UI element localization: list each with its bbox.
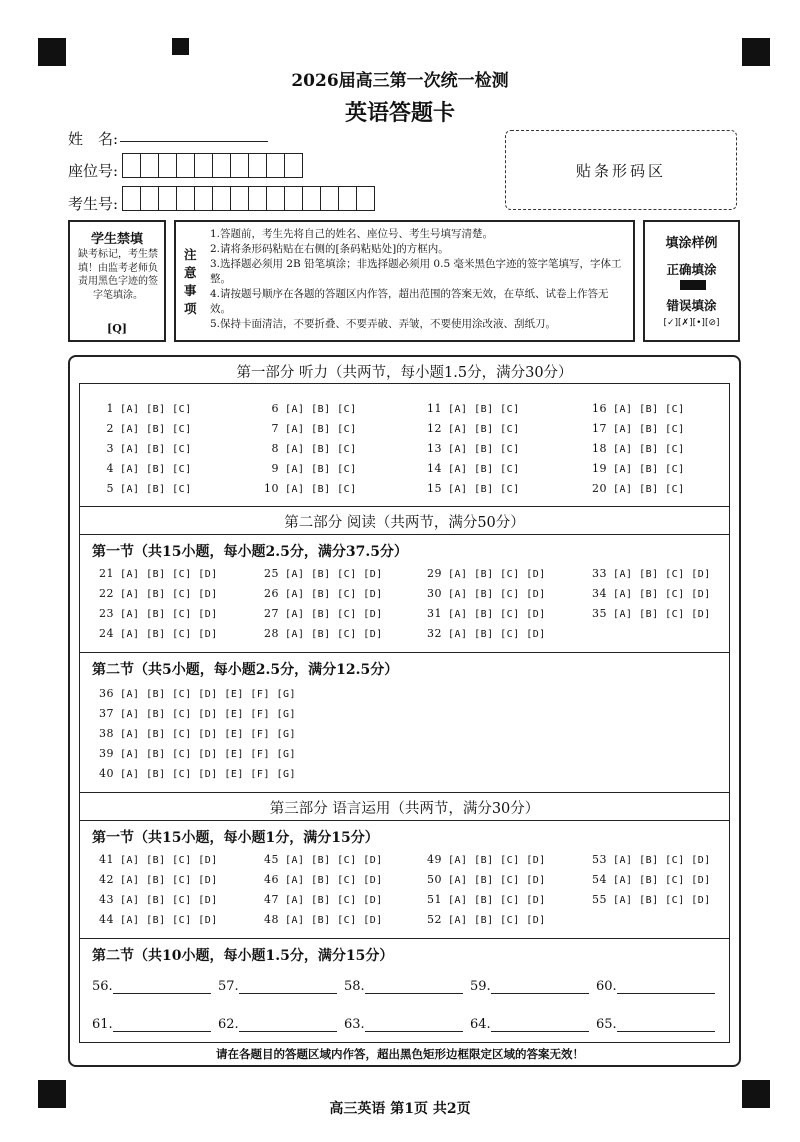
question-number: 33 bbox=[592, 567, 607, 580]
page-number: 高三英语 第1页 共2页 bbox=[329, 1101, 471, 1117]
digit-box[interactable] bbox=[284, 186, 303, 211]
answer-row-50[interactable] bbox=[418, 873, 546, 886]
notice-panel bbox=[174, 220, 635, 342]
blank-label: 59. bbox=[470, 979, 491, 994]
answer-row-51[interactable] bbox=[418, 893, 546, 906]
digit-box[interactable] bbox=[302, 186, 321, 211]
answer-row-48[interactable] bbox=[255, 913, 383, 926]
answer-options[interactable]: [A] [B] [C] [D] bbox=[120, 629, 218, 640]
question-number: 10 bbox=[264, 482, 279, 495]
correct-fill-sample bbox=[680, 280, 706, 290]
digit-box[interactable] bbox=[230, 153, 249, 178]
question-number: 6 bbox=[271, 402, 279, 415]
answer-options[interactable]: [A] [B] [C] [D] [E] [F] [G] bbox=[120, 729, 297, 740]
answer-options[interactable]: [A] [B] [C] [D] bbox=[613, 855, 711, 866]
answer-options[interactable]: [A] [B] [C] [D] bbox=[448, 569, 546, 580]
answer-row-52[interactable] bbox=[418, 913, 546, 926]
answer-row-46[interactable] bbox=[255, 873, 383, 886]
question-number: 22 bbox=[99, 587, 114, 600]
notice-item: 1.答题前，考生先将自己的姓名、座位号、考生号填写清楚。 bbox=[210, 228, 494, 240]
answer-options[interactable]: [A] [B] [C] [D] bbox=[285, 915, 383, 926]
answer-options[interactable]: [A] [B] [C] [D] bbox=[120, 915, 218, 926]
part2-title: 第二部分 阅读（共两节，满分50分） bbox=[284, 515, 525, 531]
answer-row-47[interactable] bbox=[255, 893, 383, 906]
question-number: 35 bbox=[592, 607, 607, 620]
answer-options[interactable]: [A] [B] [C] bbox=[285, 484, 357, 495]
answer-options[interactable]: [A] [B] [C] bbox=[613, 444, 685, 455]
registration-mark-top-small bbox=[172, 38, 189, 55]
blank-63[interactable] bbox=[344, 1017, 463, 1032]
question-number: 29 bbox=[427, 567, 442, 580]
notice-item: 2.请将条形码粘贴在右侧的[条码粘贴处]的方框内。 bbox=[210, 243, 449, 255]
question-number: 27 bbox=[264, 607, 279, 620]
answer-row-12[interactable] bbox=[418, 422, 520, 435]
answer-row-44[interactable] bbox=[90, 913, 218, 926]
answer-options[interactable]: [A] [B] [C] [D] [E] [F] [G] bbox=[120, 749, 297, 760]
answer-row-39[interactable] bbox=[90, 747, 296, 760]
blank-61[interactable] bbox=[92, 1017, 211, 1032]
question-number: 50 bbox=[427, 873, 442, 886]
answer-row-25[interactable] bbox=[255, 567, 383, 580]
question-number: 42 bbox=[99, 873, 114, 886]
question-number: 36 bbox=[99, 687, 114, 700]
blank-label: 61. bbox=[92, 1017, 113, 1032]
footer-note: 请在各题目的答题区域内作答，超出黑色矩形边框限定区域的答案无效！ bbox=[216, 1047, 584, 1061]
question-number: 34 bbox=[592, 587, 607, 600]
answer-row-4[interactable] bbox=[90, 462, 192, 475]
question-number: 37 bbox=[99, 707, 114, 720]
part2-sec2-title: 第二节（共5小题，每小题2.5分，满分12.5分） bbox=[92, 662, 399, 678]
blank-line[interactable] bbox=[113, 981, 211, 994]
answer-options[interactable]: [A] [B] [C] bbox=[448, 464, 520, 475]
answer-row-7[interactable] bbox=[255, 422, 357, 435]
answer-options[interactable]: [A] [B] [C] bbox=[448, 424, 520, 435]
barcode-label: 贴条形码区 bbox=[575, 161, 666, 180]
digit-box[interactable] bbox=[248, 153, 267, 178]
answer-row-38[interactable] bbox=[90, 727, 296, 740]
wrong-fill-label: 错误填涂 bbox=[666, 298, 717, 313]
answer-options[interactable]: [A] [B] [C] [D] bbox=[448, 629, 546, 640]
answer-row-9[interactable] bbox=[255, 462, 357, 475]
question-number: 14 bbox=[427, 462, 442, 475]
question-number: 43 bbox=[99, 893, 114, 906]
question-number: 49 bbox=[427, 853, 442, 866]
part3-title: 第三部分 语言运用（共两节，满分30分） bbox=[269, 801, 540, 817]
question-number: 39 bbox=[99, 747, 114, 760]
digit-box[interactable] bbox=[212, 186, 231, 211]
answer-row-11[interactable] bbox=[418, 402, 520, 415]
name-label: 姓 名: bbox=[68, 130, 119, 148]
digit-box[interactable] bbox=[158, 186, 177, 211]
blank-line[interactable] bbox=[113, 1019, 211, 1032]
digit-box[interactable] bbox=[212, 153, 231, 178]
answer-row-17[interactable] bbox=[583, 422, 685, 435]
answer-options[interactable]: [A] [B] [C] [D] bbox=[613, 569, 711, 580]
question-number: 40 bbox=[99, 767, 114, 780]
blank-label: 57. bbox=[218, 979, 239, 994]
digit-box[interactable] bbox=[284, 153, 303, 178]
question-number: 48 bbox=[264, 913, 279, 926]
answer-options[interactable]: [A] [B] [C] bbox=[285, 444, 357, 455]
blank-62[interactable] bbox=[218, 1017, 337, 1032]
answer-row-49[interactable] bbox=[418, 853, 546, 866]
answer-options[interactable]: [A] [B] [C] [D] bbox=[285, 855, 383, 866]
seat-label: 座位号: bbox=[68, 162, 119, 180]
part3-section1 bbox=[79, 821, 730, 939]
forbidden-panel bbox=[68, 220, 166, 342]
blank-57[interactable] bbox=[218, 979, 337, 994]
question-number: 44 bbox=[99, 913, 114, 926]
blank-60[interactable] bbox=[596, 979, 715, 994]
answer-options[interactable]: [A] [B] [C] bbox=[120, 444, 192, 455]
answer-row-42[interactable] bbox=[90, 873, 218, 886]
question-number: 3 bbox=[106, 442, 114, 455]
question-number: 26 bbox=[264, 587, 279, 600]
answer-options[interactable]: [A] [B] [C] bbox=[613, 404, 685, 415]
digit-box[interactable] bbox=[248, 186, 267, 211]
blank-label: 63. bbox=[344, 1017, 365, 1032]
answer-options[interactable]: [A] [B] [C] [D] bbox=[448, 855, 546, 866]
answer-options[interactable]: [A] [B] [C] [D] bbox=[120, 855, 218, 866]
answer-options[interactable]: [A] [B] [C] [D] bbox=[120, 609, 218, 620]
answer-row-18[interactable] bbox=[583, 442, 685, 455]
question-number: 45 bbox=[264, 853, 279, 866]
question-number: 8 bbox=[271, 442, 279, 455]
blank-label: 62. bbox=[218, 1017, 239, 1032]
registration-mark-top-left bbox=[38, 38, 66, 66]
answer-options[interactable]: [A] [B] [C] bbox=[613, 464, 685, 475]
part1-section bbox=[79, 383, 730, 507]
blank-line[interactable] bbox=[491, 1019, 589, 1032]
blank-label: 58. bbox=[344, 979, 365, 994]
part3-sec1-title: 第一节（共15小题，每小题1分，满分15分） bbox=[92, 830, 379, 846]
question-number: 30 bbox=[427, 587, 442, 600]
blank-line[interactable] bbox=[239, 1019, 337, 1032]
answer-row-20[interactable] bbox=[583, 482, 685, 495]
question-number: 7 bbox=[271, 422, 279, 435]
registration-mark-top-right bbox=[742, 38, 770, 66]
seat-number-boxes[interactable] bbox=[122, 153, 302, 178]
answer-options[interactable]: [A] [B] [C] [D] bbox=[285, 609, 383, 620]
notice-item: 5.保持卡面清洁，不要折叠、不要弄破、弄皱，不要使用涂改液、刮纸刀。 bbox=[210, 318, 557, 330]
answer-options[interactable]: [A] [B] [C] bbox=[448, 484, 520, 495]
answer-options[interactable]: [A] [B] [C] [D] bbox=[613, 609, 711, 620]
part3-sec2-title: 第二节（共10小题，每小题1.5分，满分15分） bbox=[92, 948, 394, 964]
answer-row-40[interactable] bbox=[90, 767, 296, 780]
question-number: 25 bbox=[264, 567, 279, 580]
answer-options[interactable]: [A] [B] [C] bbox=[285, 464, 357, 475]
answer-options[interactable]: [A] [B] [C] [D] [E] [F] [G] bbox=[120, 769, 297, 780]
question-number: 11 bbox=[427, 402, 442, 415]
question-number: 23 bbox=[99, 607, 114, 620]
answer-options[interactable]: [A] [B] [C] [D] bbox=[120, 589, 218, 600]
answer-row-32[interactable] bbox=[418, 627, 546, 640]
answer-row-36[interactable] bbox=[90, 687, 296, 700]
answer-row-35[interactable] bbox=[583, 607, 711, 620]
answer-row-30[interactable] bbox=[418, 587, 546, 600]
question-number: 2 bbox=[106, 422, 114, 435]
answer-row-34[interactable] bbox=[583, 587, 711, 600]
question-number: 9 bbox=[271, 462, 279, 475]
forbidden-title: 学生禁填 bbox=[90, 232, 143, 247]
blank-line[interactable] bbox=[617, 1019, 715, 1032]
answer-row-1[interactable] bbox=[90, 402, 192, 415]
answer-row-6[interactable] bbox=[255, 402, 357, 415]
question-number: 12 bbox=[427, 422, 442, 435]
answer-options[interactable]: [A] [B] [C] [D] bbox=[448, 875, 546, 886]
blank-label: 65. bbox=[596, 1017, 617, 1032]
answer-options[interactable]: [A] [B] [C] bbox=[448, 444, 520, 455]
question-number: 54 bbox=[592, 873, 607, 886]
answer-options[interactable]: [A] [B] [C] [D] bbox=[285, 569, 383, 580]
digit-box[interactable] bbox=[194, 186, 213, 211]
answer-options[interactable]: [A] [B] [C] [D] bbox=[285, 875, 383, 886]
part2-header bbox=[79, 507, 730, 535]
answer-options[interactable]: [A] [B] [C] [D] [E] [F] [G] bbox=[120, 689, 297, 700]
blank-58[interactable] bbox=[344, 979, 463, 994]
notice-item: 3.选择题必须用 2B 铅笔填涂；非选择题必须用 0.5 毫米黑色字迹的签字笔填写，字体工整。 bbox=[210, 258, 622, 285]
question-number: 18 bbox=[592, 442, 607, 455]
blank-56[interactable] bbox=[92, 979, 211, 994]
question-number: 13 bbox=[427, 442, 442, 455]
answer-row-43[interactable] bbox=[90, 893, 218, 906]
blank-line[interactable] bbox=[365, 1019, 463, 1032]
answer-row-16[interactable] bbox=[583, 402, 685, 415]
answer-row-2[interactable] bbox=[90, 422, 192, 435]
digit-box[interactable] bbox=[230, 186, 249, 211]
blank-line[interactable] bbox=[491, 981, 589, 994]
digit-box[interactable] bbox=[176, 153, 195, 178]
question-number: 52 bbox=[427, 913, 442, 926]
digit-box[interactable] bbox=[194, 153, 213, 178]
question-number: 41 bbox=[99, 853, 114, 866]
answer-row-45[interactable] bbox=[255, 853, 383, 866]
question-number: 5 bbox=[106, 482, 114, 495]
part2-section1 bbox=[79, 535, 730, 653]
blank-label: 56. bbox=[92, 979, 113, 994]
answer-options[interactable]: [A] [B] [C] bbox=[120, 484, 192, 495]
answer-row-41[interactable] bbox=[90, 853, 218, 866]
blank-label: 60. bbox=[596, 979, 617, 994]
answer-row-55[interactable] bbox=[583, 893, 711, 906]
answer-options[interactable]: [A] [B] [C] bbox=[285, 424, 357, 435]
answer-row-53[interactable] bbox=[583, 853, 711, 866]
question-number: 32 bbox=[427, 627, 442, 640]
question-number: 15 bbox=[427, 482, 442, 495]
answer-row-31[interactable] bbox=[418, 607, 546, 620]
forbidden-text: 缺考标记，考生禁填！由监考老师负责用黑色字迹的签字笔填涂。 bbox=[78, 249, 158, 301]
answer-row-28[interactable] bbox=[255, 627, 383, 640]
blank-64[interactable] bbox=[470, 1017, 589, 1032]
digit-box[interactable] bbox=[338, 186, 357, 211]
answer-options[interactable]: [A] [B] [C] [D] bbox=[448, 589, 546, 600]
answer-options[interactable]: [A] [B] [C] [D] bbox=[285, 629, 383, 640]
question-number: 21 bbox=[99, 567, 114, 580]
part1-title: 第一部分 听力（共两节，每小题1.5分，满分30分） bbox=[236, 365, 573, 381]
notice-label: 注意事项 bbox=[184, 247, 197, 316]
digit-box[interactable] bbox=[320, 186, 339, 211]
answer-row-22[interactable] bbox=[90, 587, 218, 600]
question-number: 46 bbox=[264, 873, 279, 886]
answer-row-14[interactable] bbox=[418, 462, 520, 475]
part2-section2 bbox=[79, 653, 730, 793]
digit-box[interactable] bbox=[140, 153, 159, 178]
question-number: 53 bbox=[592, 853, 607, 866]
answer-options[interactable]: [A] [B] [C] [D] bbox=[448, 609, 546, 620]
absence-mark-box[interactable]: [Q] bbox=[107, 322, 127, 335]
answer-options[interactable]: [A] [B] [C] [D] [E] [F] [G] bbox=[120, 709, 297, 720]
answer-row-26[interactable] bbox=[255, 587, 383, 600]
answer-options[interactable]: [A] [B] [C] [D] bbox=[613, 875, 711, 886]
answer-row-37[interactable] bbox=[90, 707, 296, 720]
barcode-area bbox=[505, 130, 737, 210]
blank-65[interactable] bbox=[596, 1017, 715, 1032]
question-number: 55 bbox=[592, 893, 607, 906]
answer-row-24[interactable] bbox=[90, 627, 218, 640]
digit-box[interactable] bbox=[266, 186, 285, 211]
name-field[interactable] bbox=[120, 141, 268, 142]
answer-options[interactable]: [A] [B] [C] [D] bbox=[120, 875, 218, 886]
digit-box[interactable] bbox=[356, 186, 375, 211]
question-number: 28 bbox=[264, 627, 279, 640]
question-number: 16 bbox=[592, 402, 607, 415]
question-number: 51 bbox=[427, 893, 442, 906]
digit-box[interactable] bbox=[158, 153, 177, 178]
answer-options[interactable]: [A] [B] [C] bbox=[613, 484, 685, 495]
question-number: 17 bbox=[592, 422, 607, 435]
sample-title: 填涂样例 bbox=[665, 236, 718, 251]
part2-sec1-title: 第一节（共15小题，每小题2.5分，满分37.5分） bbox=[92, 544, 408, 560]
digit-box[interactable] bbox=[122, 186, 141, 211]
answer-options[interactable]: [A] [B] [C] bbox=[448, 404, 520, 415]
exam-number-label: 考生号: bbox=[68, 195, 119, 213]
answer-row-29[interactable] bbox=[418, 567, 546, 580]
answer-area bbox=[68, 355, 741, 1067]
answer-row-23[interactable] bbox=[90, 607, 218, 620]
exam-title: 2026届高三第一次统一检测 bbox=[291, 71, 509, 91]
part3-header bbox=[79, 793, 730, 821]
card-title: 英语答题卡 bbox=[344, 100, 455, 126]
blank-59[interactable] bbox=[470, 979, 589, 994]
answer-options[interactable]: [A] [B] [C] [D] bbox=[448, 915, 546, 926]
answer-options[interactable]: [A] [B] [C] [D] bbox=[448, 895, 546, 906]
answer-options[interactable]: [A] [B] [C] bbox=[120, 464, 192, 475]
correct-fill-label: 正确填涂 bbox=[666, 262, 717, 277]
answer-options[interactable]: [A] [B] [C] bbox=[285, 404, 357, 415]
question-number: 47 bbox=[264, 893, 279, 906]
part3-section2 bbox=[79, 939, 730, 1043]
wrong-fill-samples: [✓][✗][•][⊘] bbox=[663, 318, 720, 328]
blank-line[interactable] bbox=[239, 981, 337, 994]
answer-options[interactable]: [A] [B] [C] [D] bbox=[613, 895, 711, 906]
answer-row-8[interactable] bbox=[255, 442, 357, 455]
notice-item: 4.请按题号顺序在各题的答题区内作答，超出范围的答案无效，在草纸、试卷上作答无效。 bbox=[210, 288, 609, 315]
question-number: 19 bbox=[592, 462, 607, 475]
answer-row-33[interactable] bbox=[583, 567, 711, 580]
question-number: 38 bbox=[99, 727, 114, 740]
question-number: 4 bbox=[106, 462, 114, 475]
answer-row-21[interactable] bbox=[90, 567, 218, 580]
blank-line[interactable] bbox=[617, 981, 715, 994]
answer-row-19[interactable] bbox=[583, 462, 685, 475]
exam-number-boxes[interactable] bbox=[122, 186, 374, 211]
question-number: 1 bbox=[106, 402, 114, 415]
digit-box[interactable] bbox=[266, 153, 285, 178]
answer-row-27[interactable] bbox=[255, 607, 383, 620]
blank-label: 64. bbox=[470, 1017, 491, 1032]
answer-options[interactable]: [A] [B] [C] bbox=[120, 404, 192, 415]
answer-row-13[interactable] bbox=[418, 442, 520, 455]
answer-options[interactable]: [A] [B] [C] [D] bbox=[120, 569, 218, 580]
answer-options[interactable]: [A] [B] [C] [D] bbox=[613, 589, 711, 600]
answer-row-54[interactable] bbox=[583, 873, 711, 886]
answer-options[interactable]: [A] [B] [C] [D] bbox=[285, 895, 383, 906]
digit-box[interactable] bbox=[176, 186, 195, 211]
answer-row-5[interactable] bbox=[90, 482, 192, 495]
question-number: 24 bbox=[99, 627, 114, 640]
answer-options[interactable]: [A] [B] [C] bbox=[613, 424, 685, 435]
answer-options[interactable]: [A] [B] [C] [D] bbox=[120, 895, 218, 906]
answer-options[interactable]: [A] [B] [C] [D] bbox=[285, 589, 383, 600]
answer-options[interactable]: [A] [B] [C] bbox=[120, 424, 192, 435]
question-number: 31 bbox=[427, 607, 442, 620]
digit-box[interactable] bbox=[140, 186, 159, 211]
answer-row-10[interactable] bbox=[255, 482, 357, 495]
question-number: 20 bbox=[592, 482, 607, 495]
answer-row-15[interactable] bbox=[418, 482, 520, 495]
blank-line[interactable] bbox=[365, 981, 463, 994]
answer-row-3[interactable] bbox=[90, 442, 192, 455]
notice-list bbox=[210, 227, 628, 332]
digit-box[interactable] bbox=[122, 153, 141, 178]
sample-panel bbox=[643, 220, 740, 342]
